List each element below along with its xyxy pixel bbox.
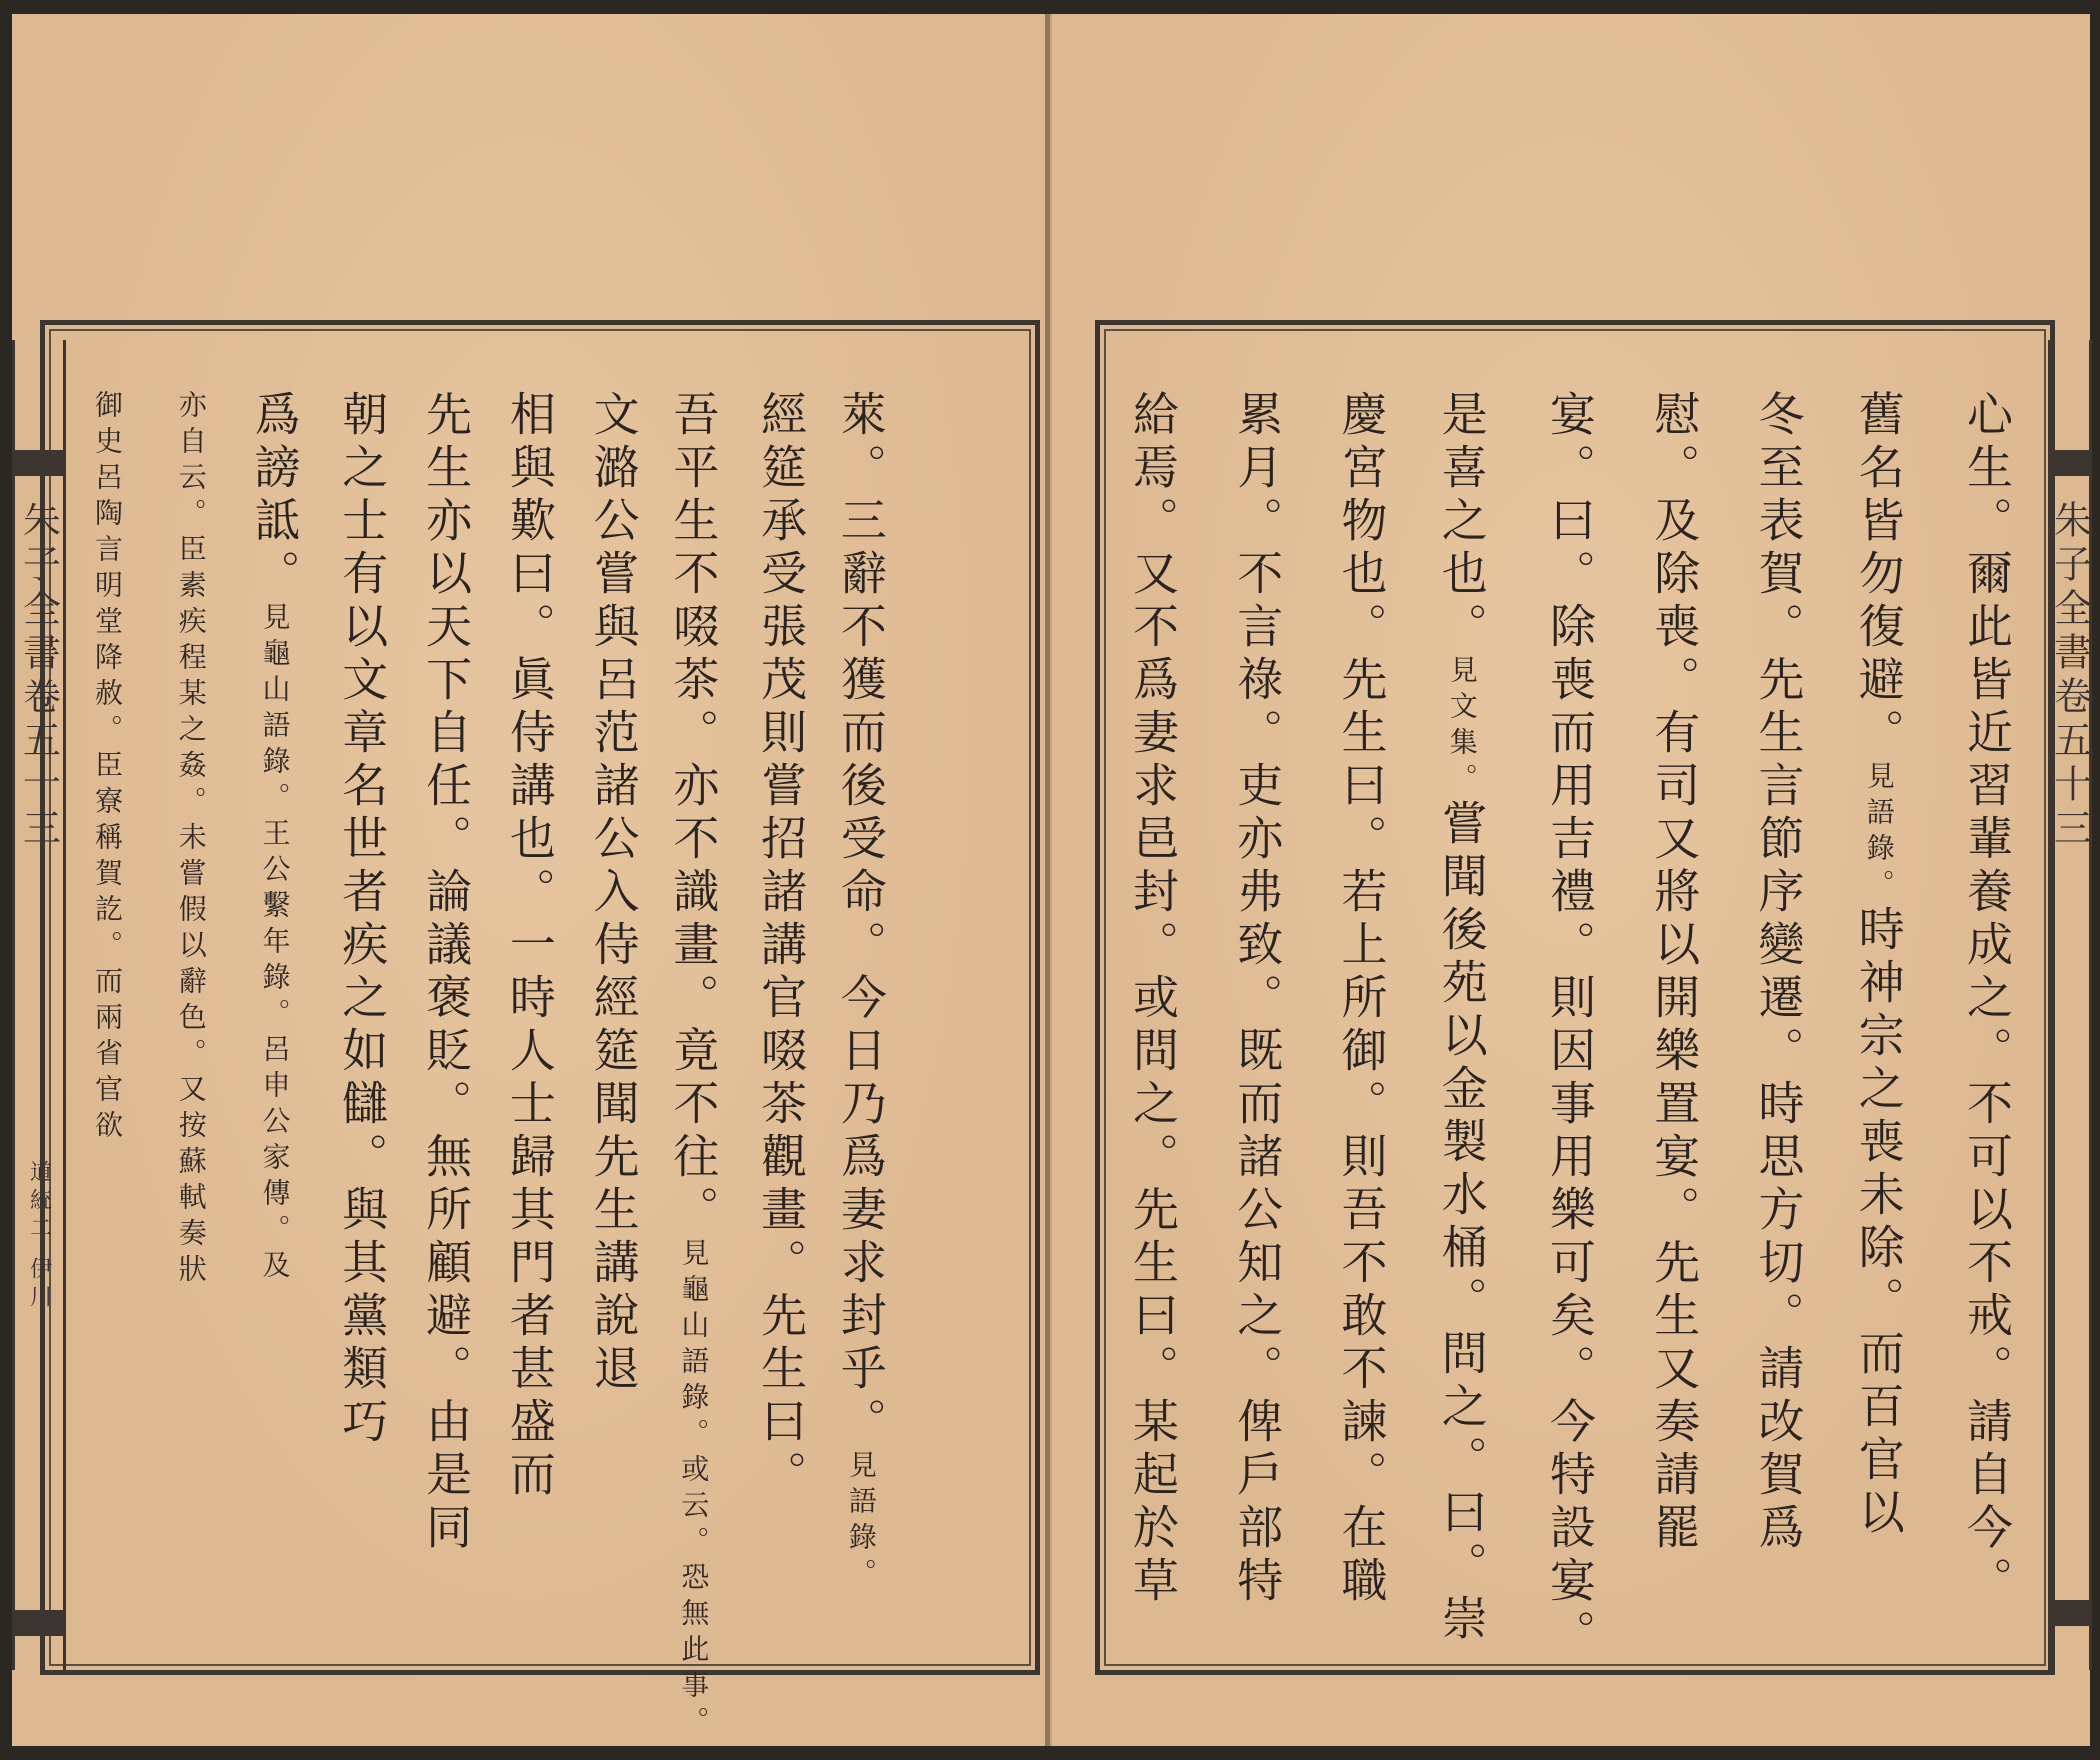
fish-tail-mark (2051, 450, 2089, 476)
note-column: 亦自云。臣素疾程某之姦。未嘗假以辭色。又按蘇軾奏狀 (174, 390, 208, 1290)
column-text: 先生亦以天下自任。論議褒貶。無所顧避。由是同 (419, 390, 474, 1556)
text-column (664, 390, 721, 1742)
right-banxin (2048, 340, 2092, 1670)
banxin-title: 朱子全書卷五十三 (2047, 500, 2092, 852)
left-banxin (12, 340, 66, 1670)
column-text: 給焉。又不爲妻求邑封。或問之。先生曰。某起於草 (1126, 390, 1180, 1609)
column-text: 慰。及除喪。有司又將以開樂置宴。先生又奏請罷 (1647, 390, 1702, 1556)
text-column (581, 390, 641, 1500)
column-text: 嘗聞後苑以金製水桶。問之。曰。崇 (1434, 799, 1489, 1647)
column-text: 宴。曰。除喪而用吉禮。則因事用樂可矣。今特設宴。 (1543, 390, 1597, 1662)
banxin-title: 朱子全書卷五十三 (16, 500, 61, 852)
column-text: 慶宮物也。先生曰。若上所御。則吾不敢不諫。在職 (1334, 390, 1389, 1609)
column-text: 冬至表賀。先生言節序變遷。時思方切。請改賀爲 (1751, 390, 1806, 1556)
text-column (832, 390, 888, 1594)
text-column (1120, 390, 1180, 1609)
text-column (1329, 390, 1389, 1609)
column-text: 舊名皆勿復避。 (1851, 390, 1906, 761)
column-text: 心生。爾此皆近習輩養成之。不可以不戒。請自今。 (1960, 390, 2014, 1609)
column-text: 相與歎曰。眞侍講也。一時人士歸其門者甚盛而 (502, 390, 557, 1503)
fish-tail-mark (2051, 1600, 2089, 1626)
column-text: 爲謗詆。 (247, 390, 302, 602)
fish-tail-mark (15, 1610, 63, 1636)
left-page-text (78, 390, 888, 1742)
column-text: 經筵承受張茂則嘗招諸講官啜茶觀畫。先生曰。 (754, 390, 809, 1503)
column-note: 見文集。 (1445, 655, 1479, 799)
text-column (413, 390, 474, 1556)
column-note: 見龜山語錄。王公繫年錄。呂申公家傳。及 (258, 602, 292, 1286)
text-column (1850, 390, 1906, 1541)
text-column (1537, 390, 1597, 1662)
text-column (1954, 390, 2014, 1609)
column-text: 文潞公嘗與呂范諸公入侍經筵聞先生講說退 (586, 390, 641, 1397)
column-text: 朝之士有以文章名世者疾之如讎。與其黨類巧 (335, 390, 390, 1450)
column-text: 時神宗之喪未除。而百官以 (1851, 905, 1906, 1541)
column-note: 見語錄。 (844, 1450, 878, 1594)
column-note: 見龜山語錄。或云。恐無此事。 (677, 1238, 711, 1742)
note-column: 御史呂陶言明堂降赦。臣寮稱賀訖。而兩省官欲 (91, 390, 124, 1146)
column-note: 見語錄。 (1862, 761, 1896, 905)
text-column (1746, 390, 1806, 1556)
column-text: 累月。不言祿。吏亦弗致。既而諸公知之。俾戶部特 (1230, 390, 1285, 1609)
right-page-text (1120, 390, 2014, 1662)
text-column (1433, 390, 1489, 1647)
column-text: 是喜之也。 (1434, 390, 1489, 655)
text-column (1224, 390, 1285, 1609)
column-text: 吾平生不啜茶。亦不識畫。竟不往。 (666, 390, 721, 1238)
fish-tail-mark (15, 450, 63, 476)
text-column (497, 390, 557, 1503)
text-column (1641, 390, 1702, 1556)
banxin-section: 道統二 伊川 (26, 1160, 52, 1313)
text-column (748, 390, 809, 1503)
text-column (329, 390, 390, 1500)
text-column (246, 390, 302, 1500)
column-text: 萊。三辭不獲而後受命。今日乃爲妻求封乎。 (833, 390, 888, 1450)
